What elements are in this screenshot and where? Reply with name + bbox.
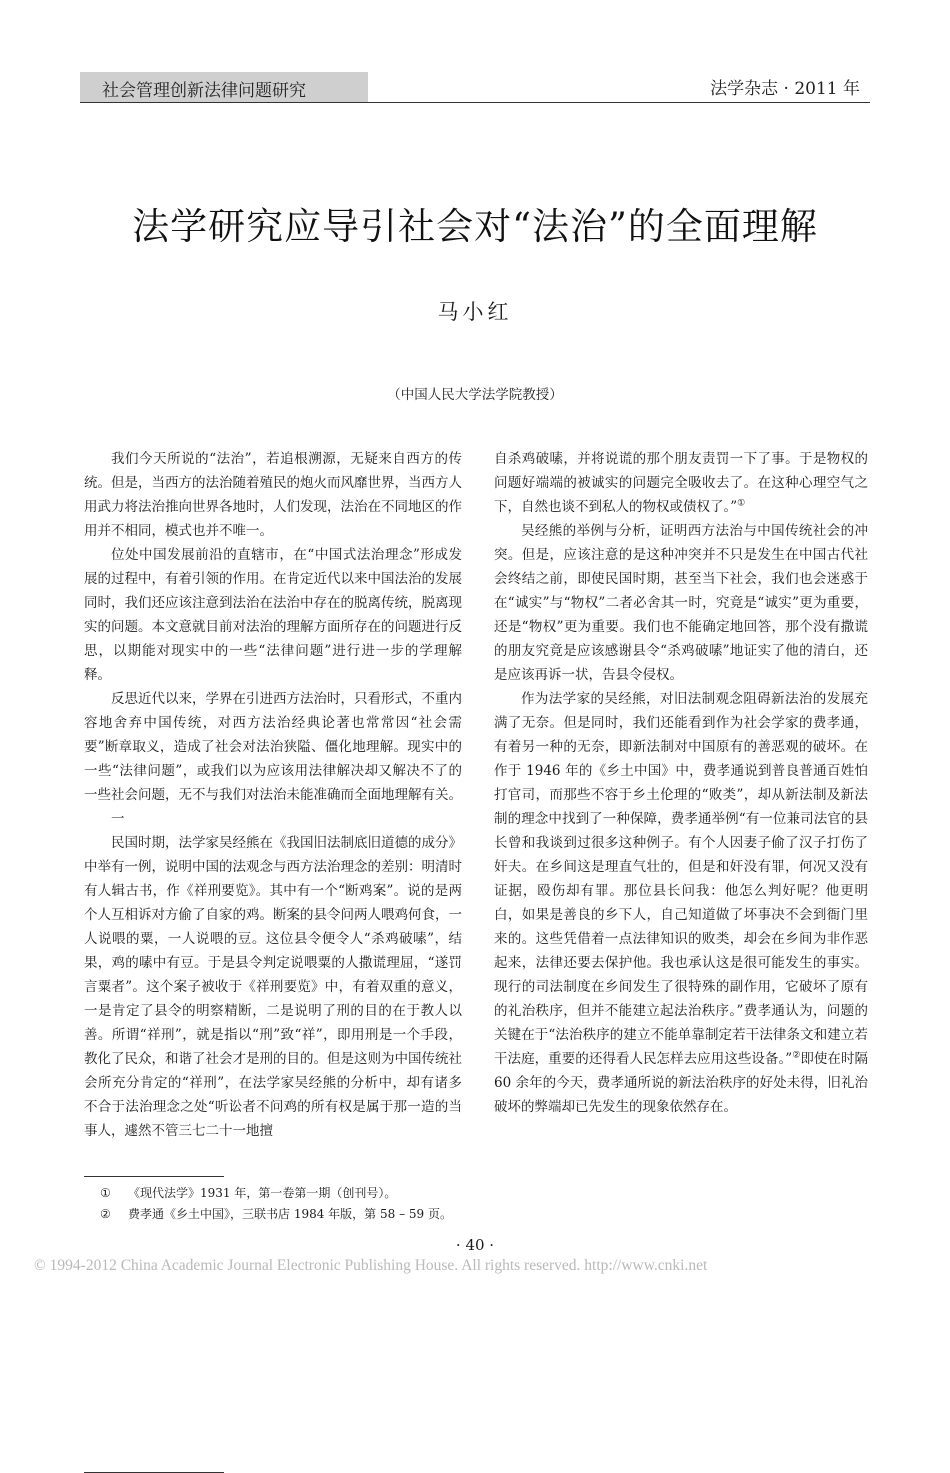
paragraph: 吴经熊的举例与分析，证明西方法治与中国传统社会的冲突。但是，应该注意的是这种冲突并不只是发生在中国古代社会终结之前，即使民国时期，甚至当下社会，我们也会迷惑于在“诚实”与“物权”二者必舍其一时，究竟是“诚实”更为重要，还是“物权”更为重要。我们也不能确定地回答，那个没有撒谎的朋友究竟是应该感谢县令“杀鸡破嗉”地证实了他的清白，还是应该再诉一状，告县令侵权。: [494, 523, 868, 683]
paragraph: 我们今天所说的“法治”，若追根溯源，无疑来自西方的传统。但是，当西方的法治随着殖民的炮火而风靡世界，当西方人用武力将法治推向世界各地时，人们发现，法治在不同地区的作用并不相同，模式也并不唯一。: [84, 451, 462, 539]
footnote-number: ①: [100, 1186, 111, 1200]
section-title: 社会管理创新法律问题研究: [102, 81, 306, 101]
journal-header: 法学杂志 · 2011 年: [710, 79, 860, 99]
copyright-watermark: © 1994-2012 China Academic Journal Electronic Publishing House. All rights reserved. http://www.cnki.net: [34, 1257, 708, 1274]
footnote-number: ②: [100, 1207, 111, 1221]
footnote-ref[interactable]: ①: [737, 498, 746, 509]
footnote-text: 费孝通《乡土中国》，三联书店 1984 年版，第 58 – 59 页。: [128, 1207, 452, 1221]
paragraph-text: 即使在时隔 60 余年的今天，费孝通所说的新法治秩序的好处未得，旧礼治破坏的弊端却已先发生的现象依然存在。: [494, 1051, 869, 1115]
section-header: [80, 72, 368, 102]
footnote-item: [100, 1204, 452, 1225]
footnote-text: 《现代法学》1931 年，第一卷第一期（创刊号）。: [128, 1186, 397, 1200]
paragraph: 位处中国发展前沿的直辖市，在“中国式法治理念”形成发展的过程中，有着引领的作用。在肯定近代以来中国法治的发展同时，我们还应该注意到法治在法治中存在的脱离传统，脱离现实的问题。本文意就目前对法治的理解方面所存在的问题进行反思，以期能对现实中的一些“法律问题”进行进一步的学理解释。: [84, 547, 462, 683]
article-title: 法学研究应导引社会对“法治”的全面理解: [132, 205, 818, 248]
right-column: [494, 447, 868, 1119]
paragraph-text: 自杀鸡破嗉，并将说谎的那个朋友责罚一下了事。于是物权的问题好端端的被诚实的问题完全吸收去了。在这种心理空气之下，自然也谈不到私人的物权或债权了。”: [494, 451, 868, 515]
paragraph: 民国时期，法学家吴经熊在《我国旧法制底旧道德的成分》中举有一例，说明中国的法观念与西方法治理念的差别：明清时有人辑古书，作《祥刑要览》。其中有一个“断鸡案”。说的是两个人互相诉对方偷了自家的鸡。断案的县令问两人喂鸡何食，一人说喂的粟，一人说喂的豆。这位县令便令人“杀鸡破嗉”，结果，鸡的嗉中有豆。于是县令判定说喂粟的人撒谎理屈，“遂罚言粟者”。这个案子被收于《祥刑要览》中，有着双重的意义，一是肯定了县令的明察精断，二是说明了刑的目的在于教人以善。所谓“祥刑”，就是指以“刑”致“祥”，即用刑是一个手段，教化了民众，和谐了社会才是刑的目的。但是这则为中国传统社会所充分肯定的“祥刑”，在法学家吴经熊的分析中，却有诸多不合于法治理念之处“听讼者不问鸡的所有权是属于那一造的当事人，遽然不管三七二十一地擅: [84, 835, 462, 1139]
header-rule: [80, 102, 870, 103]
section-number: 一: [111, 811, 125, 827]
footnote-divider: [84, 1176, 224, 1177]
footnote-list: [100, 1183, 452, 1225]
author-affiliation: （中国人民大学法学院教授）: [387, 387, 563, 403]
author-name: 马小红: [437, 300, 513, 324]
page-number: · 40 ·: [455, 1236, 495, 1254]
paragraph-text: 作为法学家的吴经熊，对旧法制观念阻碍新法治的发展充满了无奈。但是同时，我们还能看到作为社会学家的费孝通，有着另一种的无奈，即新法制对中国原有的善恶观的破坏。在作于 1946 年的《乡土中国》中，费孝通说到普良普通百姓怕打官司，而那些不容于乡土伦理的“败类”，却从新法制及新法制的理念中找到了一种保障，费孝通举例“有一位兼司法官的县长曾和我谈到过很多这种例子。有个人因妻子偷了汉子打伤了奸夫。在乡间这是理直气壮的，但是和奸没有罪，何况又没有证据，殴伤却有罪。那位县长问我：他怎么判好呢？他更明白，如果是善良的乡下人，自己知道做了坏事决不会到衙门里来的。这些凭借着一点法律知识的败类，却会在乡间为非作恶起来，法律还要去保护他。我也承认这是很可能发生的事实。现行的司法制度在乡间发生了很特殊的副作用，它破坏了原有的礼治秩序，但并不能建立起法治秩序。”费孝通认为，问题的关键在于“法治秩序的建立不能单靠制定若干法律条文和建立若干法庭，重要的还得看人民怎样去应用这些设备。”: [494, 691, 868, 1067]
paragraph: [494, 687, 868, 1119]
paragraph: 反思近代以来，学界在引进西方法治时，只看形式，不重内容地舍弃中国传统，对西方法治经典论著也常常因“社会需要”断章取义，造成了社会对法治狭隘、僵化地理解。现实中的一些“法律问题”，或我们以为应该用法律解决却又解决不了的一些社会问题，无不与我们对法治未能准确而全面地理解有关。: [84, 691, 462, 803]
paragraph: [494, 447, 868, 519]
footnote-ref[interactable]: ②: [792, 1050, 801, 1061]
footnote-item: [100, 1183, 452, 1204]
left-column: [84, 447, 462, 1143]
